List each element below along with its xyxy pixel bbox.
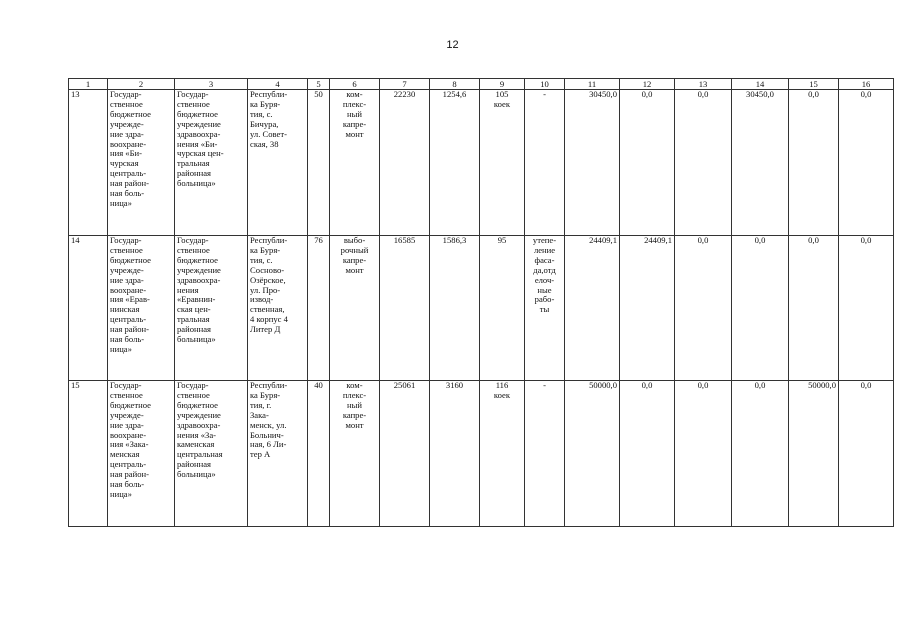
header-cell: 15 <box>789 79 839 90</box>
institution-name-alt-cell: Государ- ственное бюджетное учреждение здравоохра- нения «Еравнин- ская цен- тральная районная больница» <box>175 236 248 381</box>
col9-cell: 116 коек <box>480 381 525 527</box>
col15-cell: 50000,0 <box>789 381 839 527</box>
col5-cell: 50 <box>308 90 330 236</box>
col9-cell: 105 коек <box>480 90 525 236</box>
works-cell: утепе- ление фаса- да,отд елоч- ные рабо- ты <box>525 236 565 381</box>
header-cell: 8 <box>430 79 480 90</box>
institution-name-cell: Государ- ственное бюджетное учрежде- ние здра- воохране- ния «Ерав- нинская централь- ная район- ная боль- ница» <box>108 236 175 381</box>
col8-cell: 1254,6 <box>430 90 480 236</box>
col14-cell: 0,0 <box>732 381 789 527</box>
works-cell: - <box>525 90 565 236</box>
header-cell: 12 <box>620 79 675 90</box>
col5-cell: 40 <box>308 381 330 527</box>
institution-name-cell: Государ- ственное бюджетное учрежде- ние здра- воохране- ния «Зака- менская централь- ная район- ная боль- ница» <box>108 381 175 527</box>
col9-cell: 95 <box>480 236 525 381</box>
table-row <box>69 381 894 527</box>
col12-cell: 24409,1 <box>620 236 675 381</box>
header-cell: 5 <box>308 79 330 90</box>
institution-name-cell: Государ- ственное бюджетное учрежде- ние здра- воохране- ния «Би- чурская централь- ная район- ная боль- ница» <box>108 90 175 236</box>
header-cell: 7 <box>380 79 430 90</box>
financing-table <box>68 78 894 527</box>
col16-cell: 0,0 <box>839 90 894 236</box>
page-number: 12 <box>446 39 459 51</box>
col15-cell: 0,0 <box>789 236 839 381</box>
header-cell: 1 <box>69 79 108 90</box>
address-cell: Республи- ка Буря- тия, г. Зака- менск, ул. Больнич- ная, 6 Ли- тер А <box>248 381 308 527</box>
col5-cell: 76 <box>308 236 330 381</box>
table-header-row <box>69 79 894 90</box>
address-cell: Республи- ка Буря- тия, с. Сосново- Озёрское, ул. Про- извод- ственная, 4 корпус 4 Литер Д <box>248 236 308 381</box>
col11-cell: 50000,0 <box>565 381 620 527</box>
col7-cell: 22230 <box>380 90 430 236</box>
table-row <box>69 236 894 381</box>
header-cell: 16 <box>839 79 894 90</box>
col11-cell: 24409,1 <box>565 236 620 381</box>
header-cell: 14 <box>732 79 789 90</box>
col12-cell: 0,0 <box>620 381 675 527</box>
table-row <box>69 90 894 236</box>
header-cell: 3 <box>175 79 248 90</box>
header-cell: 13 <box>675 79 732 90</box>
header-cell: 10 <box>525 79 565 90</box>
col13-cell: 0,0 <box>675 90 732 236</box>
address-cell: Республи- ка Буря- тия, с. Бичура, ул. Совет- ская, 38 <box>248 90 308 236</box>
col7-cell: 16585 <box>380 236 430 381</box>
works-cell: - <box>525 381 565 527</box>
col11-cell: 30450,0 <box>565 90 620 236</box>
repair-type-cell: выбо- рочный капре- монт <box>330 236 380 381</box>
col13-cell: 0,0 <box>675 236 732 381</box>
col14-cell: 0,0 <box>732 236 789 381</box>
row-number-cell: 15 <box>69 381 108 527</box>
col13-cell: 0,0 <box>675 381 732 527</box>
header-cell: 9 <box>480 79 525 90</box>
repair-type-cell: ком- плекс- ный капре- монт <box>330 90 380 236</box>
col14-cell: 30450,0 <box>732 90 789 236</box>
col16-cell: 0,0 <box>839 381 894 527</box>
header-cell: 4 <box>248 79 308 90</box>
col8-cell: 1586,3 <box>430 236 480 381</box>
repair-type-cell: ком- плекс- ный капре- монт <box>330 381 380 527</box>
header-cell: 2 <box>108 79 175 90</box>
institution-name-alt-cell: Государ- ственное бюджетное учреждение здравоохра- нения «Би- чурская цен- тральная районная больница» <box>175 90 248 236</box>
col12-cell: 0,0 <box>620 90 675 236</box>
col8-cell: 3160 <box>430 381 480 527</box>
row-number-cell: 13 <box>69 90 108 236</box>
col16-cell: 0,0 <box>839 236 894 381</box>
header-cell: 6 <box>330 79 380 90</box>
row-number-cell: 14 <box>69 236 108 381</box>
col7-cell: 25061 <box>380 381 430 527</box>
institution-name-alt-cell: Государ- ственное бюджетное учреждение здравоохра- нения «За- каменская центральная районная больница» <box>175 381 248 527</box>
col15-cell: 0,0 <box>789 90 839 236</box>
header-cell: 11 <box>565 79 620 90</box>
